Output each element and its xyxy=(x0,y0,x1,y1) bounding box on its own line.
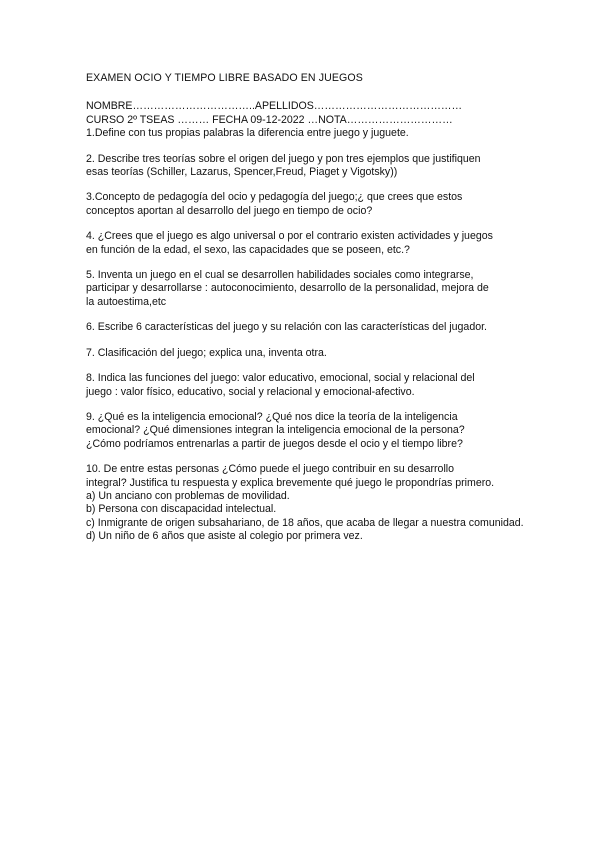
question-line: participar y desarrollarse : autoconocimiento, desarrollo de la personalidad, mejora de xyxy=(86,282,489,295)
option-b: b) Persona con discapacidad intelectual. xyxy=(86,503,277,516)
question-1 xyxy=(86,127,526,140)
option-a: a) Un anciano con problemas de movilidad. xyxy=(86,489,290,502)
question-2 xyxy=(86,153,526,180)
question-line: juego : valor físico, educativo, social y relacional y emocional-afectivo. xyxy=(86,385,415,398)
question-line: 3.Concepto de pedagogía del ocio y pedagogía del juego;¿ que crees que estos xyxy=(86,191,463,204)
question-line: integral? Justifica tu respuesta y explica brevemente qué juego le propondrías primero. xyxy=(86,476,495,489)
question-line: 6. Escribe 6 características del juego y su relación con las características del jugador. xyxy=(86,321,487,334)
name-surname-line: NOMBRE……………………………..APELLIDOS…………………………………… xyxy=(86,100,463,113)
question-line: ¿Cómo podríamos entrenarlas a partir de juegos desde el ocio y el tiempo libre? xyxy=(86,437,463,450)
question-line: conceptos aportan al desarrollo del juego en tiempo de ocio? xyxy=(86,204,373,217)
question-line: 1.Define con tus propias palabras la diferencia entre juego y juguete. xyxy=(86,127,409,140)
option-d: d) Un niño de 6 años que asiste al colegio por primera vez. xyxy=(86,530,363,543)
question-3 xyxy=(86,191,526,218)
question-7 xyxy=(86,347,526,360)
question-line: 2. Describe tres teorías sobre el origen del juego y pon tres ejemplos que justifiquen xyxy=(86,152,481,165)
question-line: la autoestima,etc xyxy=(86,295,167,308)
student-header xyxy=(86,100,526,127)
exam-content xyxy=(86,72,526,556)
question-line: en función de la edad, el sexo, las capacidades que se poseen, etc.? xyxy=(86,243,410,256)
question-10 xyxy=(86,463,526,543)
question-line: 4. ¿Crees que el juego es algo universal o por el contrario existen actividades y juegos xyxy=(86,230,493,243)
question-10-options xyxy=(86,490,526,544)
question-6 xyxy=(86,321,526,334)
question-5 xyxy=(86,269,526,309)
course-date-grade-line: CURSO 2º TSEAS ……… FECHA 09-12-2022 …NOTA………………………… xyxy=(86,113,453,126)
exam-title: EXAMEN OCIO Y TIEMPO LIBRE BASADO EN JUEGOS xyxy=(86,72,363,84)
question-8 xyxy=(86,372,526,399)
question-line: 9. ¿Qué es la inteligencia emocional? ¿Qué nos dice la teoría de la inteligencia xyxy=(86,410,458,423)
question-line: 7. Clasificación del juego; explica una, inventa otra. xyxy=(86,346,327,359)
question-line: 10. De entre estas personas ¿Cómo puede el juego contribuir en su desarrollo xyxy=(86,463,455,476)
question-9 xyxy=(86,411,526,451)
question-line: emocional? ¿Qué dimensiones integran la inteligencia emocional de la persona? xyxy=(86,424,465,437)
question-line: 5. Inventa un juego en el cual se desarrollen habilidades sociales como integrarse, xyxy=(86,269,474,282)
question-line: 8. Indica las funciones del juego: valor educativo, emocional, social y relacional del xyxy=(86,372,475,385)
question-4 xyxy=(86,230,526,257)
option-c: c) Inmigrante de origen subsahariano, de 18 años, que acaba de llegar a nuestra comunidad. xyxy=(86,516,524,529)
question-line: esas teorías (Schiller, Lazarus, Spencer,Freud, Piaget y Vigotsky)) xyxy=(86,166,398,179)
